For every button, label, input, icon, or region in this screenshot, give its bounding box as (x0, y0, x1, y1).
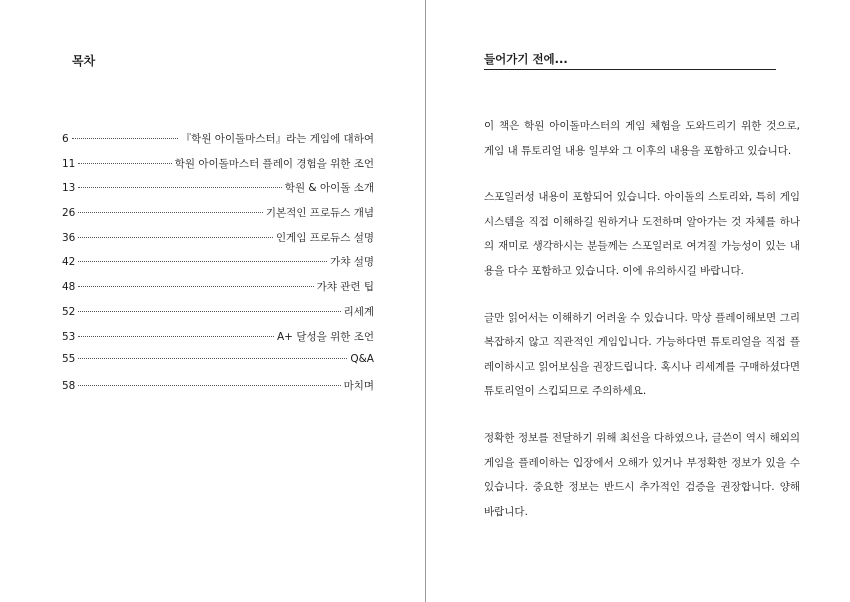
toc-title: 목차 (72, 54, 96, 68)
toc-item[interactable] (62, 279, 374, 304)
toc-leader-dots (78, 385, 340, 386)
toc-item-label: 학원 & 아이돌 소개 (284, 182, 374, 195)
toc-page-number: 58 (62, 379, 76, 392)
intro-paragraph: 이 책은 학원 아이돌마스터의 게임 체험을 도와드리기 위한 것으로, 게임 내 튜토리얼 내용 일부와 그 이후의 내용을 포함하고 있습니다. (484, 120, 800, 157)
toc-leader-dots (78, 261, 327, 262)
toc-page-number: 48 (62, 281, 76, 294)
toc-item[interactable] (62, 230, 374, 255)
toc-leader-dots (78, 187, 281, 188)
page-divider (425, 0, 426, 602)
toc-page-number: 36 (62, 231, 76, 244)
toc-page-number: 52 (62, 305, 76, 318)
toc-item[interactable] (62, 180, 374, 205)
toc-item-label: 가챠 설명 (330, 256, 374, 269)
toc-page-number: 26 (62, 207, 76, 220)
toc-item[interactable] (62, 378, 374, 403)
toc-leader-dots (78, 237, 273, 238)
toc-item-label: 『학원 아이돌마스터』라는 게임에 대하여 (180, 133, 374, 145)
toc-page-number: 11 (62, 157, 76, 170)
toc-item[interactable] (62, 254, 374, 279)
toc-item[interactable] (62, 131, 374, 156)
toc-leader-dots (78, 336, 274, 337)
toc-item-label: Q&A (350, 353, 374, 366)
toc-leader-dots (78, 358, 347, 359)
toc-item[interactable] (62, 353, 374, 378)
intro-title: 들어가기 전에... (484, 51, 776, 70)
toc-item[interactable] (62, 329, 374, 354)
intro-paragraph: 정확한 정보를 전달하기 위해 최선을 다하였으나, 글쓴이 역시 해외의 게임을 플레이하는 입장에서 오해가 있거나 부정확한 정보가 있을 수 있습니다. 중요한 정보는 반드시 추가적인 검증을 권장합니다. 양해 바랍니다. (484, 431, 800, 518)
toc-leader-dots (78, 212, 263, 213)
toc-item[interactable] (62, 205, 374, 230)
toc-item[interactable] (62, 156, 374, 181)
toc-page-number: 53 (62, 330, 76, 343)
toc-leader-dots (78, 311, 340, 312)
toc-item-label: A+ 달성을 위한 조언 (277, 330, 374, 343)
toc-item-label: 학원 아이돌마스터 플레이 경험을 위한 조언 (174, 157, 374, 170)
toc-page-number: 42 (62, 256, 76, 269)
toc-item-label: 마치며 (343, 379, 374, 392)
toc-list (62, 131, 374, 403)
toc-leader-dots (78, 286, 313, 287)
intro-paragraph: 스포일러성 내용이 포함되어 있습니다. 아이돌의 스토리와, 특히 게임 시스템을 직접 이해하길 원하거나 도전하며 알아가는 것 자체를 하나의 재미로 생각하시는 분들께는 스포일러로 여겨질 가능성이 있는 내용을 다수 포함하고 있습니다. 이에 유의하시길 바랍니다. (484, 191, 800, 277)
intro-body (484, 114, 800, 546)
toc-item-label: 리세계 (343, 305, 374, 318)
toc-item-label: 인게임 프로듀스 설명 (276, 231, 374, 244)
toc-page-number: 55 (62, 353, 76, 366)
intro-paragraph: 글만 읽어서는 이해하기 어려울 수 있습니다. 막상 플레이해보면 그리 복잡하지 않고 직관적인 게임입니다. 가능하다면 튜토리얼을 직접 플레이하시고 읽어보심을 권장드립니다. 혹시나 리세계를 구매하셨다면 튜토리얼이 스킵되므로 주의하세요. (484, 311, 800, 398)
toc-leader-dots (72, 138, 178, 139)
toc-item-label: 기본적인 프로듀스 개념 (265, 207, 374, 220)
toc-page-number: 13 (62, 182, 76, 195)
toc-item[interactable] (62, 304, 374, 329)
toc-item-label: 가챠 관련 팁 (316, 281, 374, 294)
toc-leader-dots (78, 163, 171, 164)
toc-page-number: 6 (62, 133, 69, 145)
